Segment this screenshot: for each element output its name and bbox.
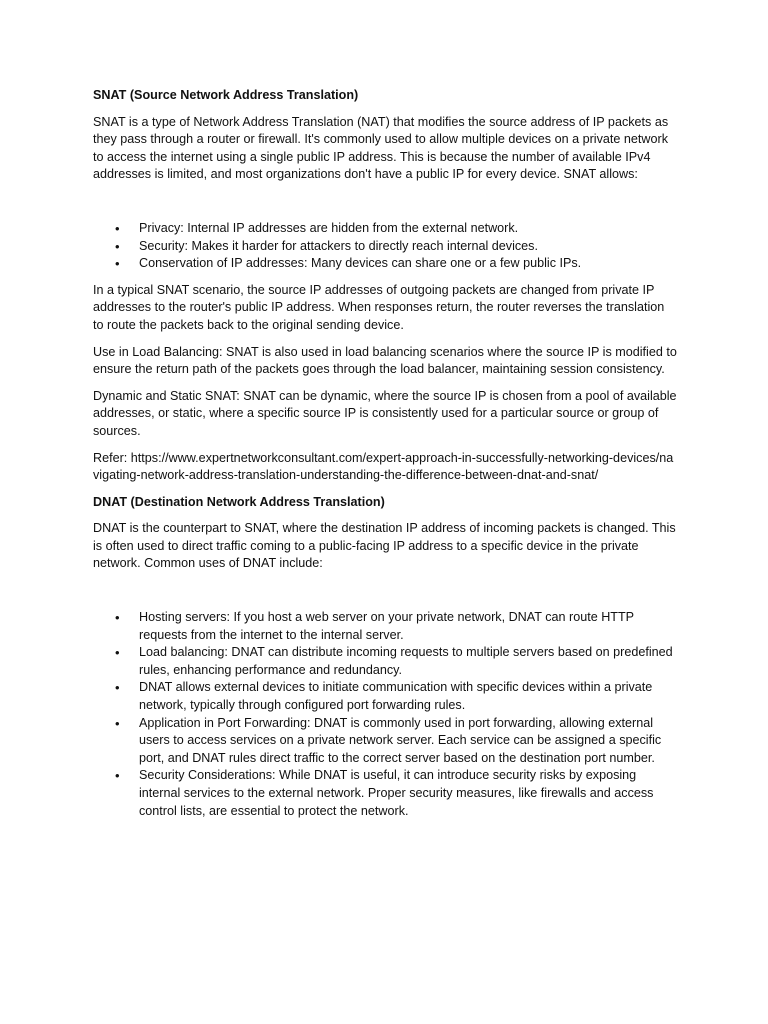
bullet-icon: • xyxy=(115,715,120,731)
refer-paragraph xyxy=(93,450,677,485)
list-item: • Load balancing: DNAT can distribute incoming requests to multiple servers based on predefined rules, enhancing performance and redundancy. xyxy=(115,645,673,677)
bullet-icon: • xyxy=(115,610,120,626)
refer-label: Refer: xyxy=(93,450,131,465)
list-item: • Privacy: Internal IP addresses are hidden from the external network. xyxy=(115,220,519,236)
list-item: • Security Considerations: While DNAT is useful, it can introduce security risks by exposing internal services to the external network. Proper security measures, like firewalls and access control lists, are essential to protect the network. xyxy=(115,768,654,818)
snat-heading: SNAT (Source Network Address Translation) xyxy=(93,88,359,102)
list-item: • Security: Makes it harder for attackers to directly reach internal devices. xyxy=(115,238,538,254)
bullet-icon: • xyxy=(115,256,120,272)
bullet-icon: • xyxy=(115,768,120,784)
snat-load-balancing-paragraph: Use in Load Balancing: SNAT is also used in load balancing scenarios where the source IP is modified to ensure the return path of the packets goes through the load balancer, maintaining session consistency. xyxy=(93,344,677,377)
snat-typical-scenario-paragraph: In a typical SNAT scenario, the source IP addresses of outgoing packets are changed from private IP addresses to the router's public IP address. When responses return, the router reverses the translation to route the packets back to the original sending device. xyxy=(93,282,665,332)
refer-url: https://www.expertnetworkconsultant.com/expert-approach-in-successfully-networking-devices/navigating-network-address-translation-understanding-the-difference-between-dnat-and-snat/ xyxy=(93,450,674,483)
snat-benefits-list xyxy=(93,220,677,273)
spacer xyxy=(93,193,677,220)
bullet-icon: • xyxy=(115,238,120,254)
document-page xyxy=(93,87,677,829)
spacer xyxy=(93,582,677,609)
dnat-uses-list xyxy=(93,609,677,820)
bullet-icon: • xyxy=(115,220,120,236)
bullet-icon: • xyxy=(115,645,120,661)
dnat-heading: DNAT (Destination Network Address Translation) xyxy=(93,494,385,509)
snat-intro-paragraph: SNAT is a type of Network Address Translation (NAT) that modifies the source address of IP packets as they pass through a router or firewall. It's commonly used to allow multiple devices on a private network to access the internet using a single public IP address. This is because the number of available IPv4 addresses is limited, and most organizations don't have a public IP for every device. SNAT allows: xyxy=(93,114,669,182)
dnat-intro-paragraph: DNAT is the counterpart to SNAT, where the destination IP address of incoming packets is changed. This is often used to direct traffic coming to a public-facing IP address to a specific device in the private network. Common uses of DNAT include: xyxy=(93,521,676,571)
list-item: • Hosting servers: If you host a web server on your private network, DNAT can route HTTP requests from the internet to the internal server. xyxy=(115,610,634,642)
list-item: • Application in Port Forwarding: DNAT is commonly used in port forwarding, allowing external users to access services on a private network server. Each service can be assigned a specific port, and DNAT rules direct traffic to the correct server based on the destination port number. xyxy=(115,715,662,765)
snat-dynamic-static-paragraph: Dynamic and Static SNAT: SNAT can be dynamic, where the source IP is chosen from a pool of available addresses, or static, where a specific source IP is consistently used for a particular source or group of sources. xyxy=(93,388,677,438)
list-item: • DNAT allows external devices to initiate communication with specific devices within a private network, typically through configured port forwarding rules. xyxy=(115,680,653,713)
list-item: • Conservation of IP addresses: Many devices can share one or a few public IPs. xyxy=(115,256,582,272)
bullet-icon: • xyxy=(115,680,120,696)
